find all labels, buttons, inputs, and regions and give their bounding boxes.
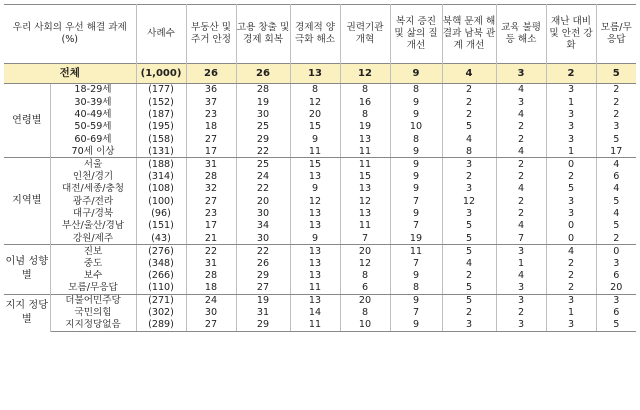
total-value: 5 [596,64,636,84]
row-value: 12 [290,195,340,207]
row-value: 36 [186,84,236,96]
col-header-housing: 부동산 및 주거 안정 [186,5,236,64]
row-label: 50-59세 [74,121,112,133]
table-row [4,307,636,319]
row-value: 37 [186,96,236,108]
row-value: 2 [442,96,496,108]
row-value: 10 [340,319,390,331]
row-value: 11 [290,319,340,331]
row-value: 1 [546,96,596,108]
row-cases: (100) [136,195,186,207]
total-value: 13 [290,64,340,84]
row-value: 2 [442,307,496,319]
row-value: 27 [186,319,236,331]
row-value: 4 [496,108,546,120]
row-value: 3 [496,96,546,108]
row-cases: (152) [136,96,186,108]
row-value: 8 [290,84,340,96]
row-cases: (158) [136,133,186,145]
row-value: 2 [546,269,596,281]
row-value: 30 [236,232,290,244]
row-value: 29 [236,133,290,145]
row-label: 30-39세 [74,96,112,108]
row-value: 27 [236,282,290,294]
row-value: 15 [340,170,390,182]
row-value: 2 [496,195,546,207]
row-value: 27 [186,195,236,207]
row-value: 3 [596,121,636,133]
row-value: 9 [390,158,442,170]
row-value: 30 [236,207,290,219]
row-value: 4 [496,84,546,96]
table-row [4,232,636,244]
row-value: 13 [290,294,340,306]
row-value: 24 [186,294,236,306]
row-value: 13 [340,133,390,145]
row-value: 9 [290,232,340,244]
row-value: 7 [390,195,442,207]
row-cases: (271) [136,294,186,306]
row-value: 3 [546,207,596,219]
total-value: 12 [340,64,390,84]
table-row [4,158,636,170]
row-value: 12 [442,195,496,207]
table-row [4,183,636,195]
row-label: 대전/세종/충청 [61,183,125,195]
row-value: 3 [442,158,496,170]
row-label: 국민의힘 [74,307,112,319]
row-value: 3 [496,245,546,257]
row-value: 20 [290,108,340,120]
row-label: 부산/울산/경남 [61,220,125,232]
cases-header: 사례수 [136,5,186,64]
col-header-north-korea: 북핵 문제 해결과 남북 관계 개선 [442,5,496,64]
col-header-dont-know: 모름/무응답 [596,5,636,64]
row-value: 2 [596,96,636,108]
row-cases: (187) [136,108,186,120]
row-cases: (151) [136,220,186,232]
group-label: 연령별 [4,84,50,158]
row-value: 5 [546,183,596,195]
row-value: 20 [596,282,636,294]
total-value: 3 [496,64,546,84]
row-value: 2 [546,170,596,182]
row-value: 4 [546,245,596,257]
row-value: 23 [186,207,236,219]
row-value: 15 [290,158,340,170]
row-value: 9 [390,207,442,219]
row-value: 2 [546,257,596,269]
row-value: 8 [442,145,496,157]
row-label: 18-29세 [50,84,136,96]
row-value: 0 [546,232,596,244]
table-row [4,319,636,331]
row-value: 20 [236,195,290,207]
row-value: 9 [390,269,442,281]
table-row [4,294,636,306]
row-value: 9 [390,294,442,306]
row-value: 2 [596,232,636,244]
row-value: 7 [390,307,442,319]
row-value: 7 [390,257,442,269]
row-value: 2 [546,282,596,294]
table-row [4,220,636,232]
row-value: 12 [340,257,390,269]
row-value: 13 [340,183,390,195]
row-value: 25 [236,158,290,170]
row-value: 2 [596,84,636,96]
row-cases: (289) [136,319,186,331]
row-value: 4 [496,145,546,157]
table-row [4,195,636,207]
row-value: 3 [496,282,546,294]
row-cases: (314) [136,170,186,182]
survey-results-table [4,4,636,332]
row-value: 3 [596,294,636,306]
table-row [4,269,636,281]
row-value: 19 [236,294,290,306]
row-value: 5 [596,319,636,331]
col-header-inequality: 경제적 양극화 해소 [290,5,340,64]
row-cases: (348) [136,257,186,269]
row-value: 8 [340,269,390,281]
row-value: 31 [186,158,236,170]
row-value: 8 [390,133,442,145]
row-label: 지지정당없음 [50,319,136,331]
row-value: 4 [596,183,636,195]
row-value: 9 [290,133,340,145]
row-label: 강원/제주 [50,232,136,244]
row-cases: (131) [136,145,186,157]
total-value: 9 [390,64,442,84]
row-label: 중도 [83,257,103,269]
row-value: 18 [186,121,236,133]
row-value: 0 [546,220,596,232]
row-value: 2 [496,121,546,133]
total-label: 전체 [4,64,136,84]
row-value: 17 [596,145,636,157]
row-value: 8 [340,84,390,96]
row-value: 28 [236,84,290,96]
row-value: 13 [340,207,390,219]
row-value: 5 [442,121,496,133]
row-value: 3 [546,294,596,306]
col-header-welfare: 복지 증진 및 삶의 질 개선 [390,5,442,64]
row-value: 30 [186,307,236,319]
row-value: 10 [390,121,442,133]
row-value: 3 [546,319,596,331]
row-value: 4 [442,133,496,145]
row-value: 26 [236,257,290,269]
row-value: 2 [442,269,496,281]
row-value: 2 [442,84,496,96]
row-value: 6 [596,269,636,281]
col-header-education: 교육 불평등 해소 [496,5,546,64]
group-label: 지지 정당별 [4,294,50,331]
row-value: 2 [496,133,546,145]
row-value: 3 [442,183,496,195]
row-value: 2 [496,170,546,182]
row-value: 13 [290,207,340,219]
row-value: 5 [596,220,636,232]
row-label: 광주/전라 [72,195,114,207]
row-value: 28 [186,269,236,281]
row-value: 3 [442,319,496,331]
row-value: 1 [546,307,596,319]
row-value: 17 [186,220,236,232]
row-label: 진보 [50,245,136,257]
table-row [4,108,636,120]
table-row [4,84,636,96]
row-value: 3 [442,207,496,219]
total-value: 26 [186,64,236,84]
row-value: 11 [340,145,390,157]
table-row [4,282,636,294]
row-label: 인천/경기 [72,170,114,182]
group-label: 지역별 [4,158,50,245]
row-value: 22 [236,145,290,157]
total-value: 26 [236,64,290,84]
row-value: 7 [390,220,442,232]
row-cases: (302) [136,307,186,319]
row-cases: (195) [136,121,186,133]
row-value: 7 [340,232,390,244]
row-label: 보수 [83,270,103,282]
row-value: 4 [442,257,496,269]
row-value: 15 [290,121,340,133]
row-value: 3 [496,294,546,306]
row-value: 11 [290,282,340,294]
table-row [4,133,636,145]
row-value: 22 [236,183,290,195]
row-value: 3 [546,195,596,207]
row-value: 8 [340,307,390,319]
row-value: 19 [236,96,290,108]
col-header-employment: 고용 창출 및 경제 회복 [236,5,290,64]
row-label: 더불어민주당 [50,294,136,306]
row-value: 3 [546,108,596,120]
row-value: 4 [596,158,636,170]
group-label: 이념 성향별 [4,245,50,295]
row-value: 25 [236,121,290,133]
row-cases: (188) [136,158,186,170]
row-label: 서울 [50,158,136,170]
row-value: 2 [496,158,546,170]
row-value: 3 [546,133,596,145]
row-value: 11 [390,245,442,257]
row-value: 32 [186,183,236,195]
row-value: 23 [186,108,236,120]
row-value: 5 [442,220,496,232]
table-row [4,245,636,257]
table-row [4,207,636,219]
total-cases: (1,000) [136,64,186,84]
total-row [4,64,636,84]
row-value: 4 [496,269,546,281]
row-value: 3 [596,257,636,269]
row-value: 11 [340,220,390,232]
row-value: 13 [290,170,340,182]
row-value: 29 [236,319,290,331]
col-header-safety: 재난 대비 및 안전 강화 [546,5,596,64]
row-value: 6 [596,307,636,319]
row-label: 60-69세 [74,133,112,145]
row-value: 13 [290,257,340,269]
row-value: 9 [290,183,340,195]
row-label: 40-49세 [74,108,112,120]
row-cases: (276) [136,245,186,257]
row-value: 4 [496,183,546,195]
row-value: 20 [340,245,390,257]
row-value: 17 [186,145,236,157]
row-value: 1 [546,145,596,157]
row-value: 12 [340,195,390,207]
row-value: 4 [596,207,636,219]
table-row [4,96,636,108]
row-label: 대구/경북 [72,208,114,220]
row-value: 30 [236,108,290,120]
table-row [4,170,636,182]
row-value: 2 [496,207,546,219]
row-value: 8 [340,108,390,120]
row-value: 9 [390,170,442,182]
table-row [4,121,636,133]
row-value: 7 [496,232,546,244]
row-value: 22 [236,245,290,257]
row-cases: (177) [136,84,186,96]
row-value: 31 [236,307,290,319]
row-value: 29 [236,269,290,281]
row-value: 13 [290,245,340,257]
row-value: 16 [340,96,390,108]
row-value: 11 [340,158,390,170]
row-value: 28 [186,170,236,182]
row-value: 3 [546,84,596,96]
row-value: 11 [290,145,340,157]
row-value: 5 [442,282,496,294]
row-value: 9 [390,108,442,120]
row-value: 2 [496,307,546,319]
total-value: 2 [546,64,596,84]
row-value: 19 [390,232,442,244]
table-row [4,257,636,269]
col-header-power-reform: 권력기관 개혁 [340,5,390,64]
row-value: 8 [390,84,442,96]
row-value: 0 [596,245,636,257]
row-value: 19 [340,121,390,133]
row-value: 13 [290,220,340,232]
row-label: 70세 이상 [50,145,136,157]
row-value: 13 [290,269,340,281]
row-value: 6 [596,170,636,182]
row-value: 22 [186,245,236,257]
row-value: 12 [290,96,340,108]
row-value: 8 [390,282,442,294]
row-value: 4 [496,220,546,232]
total-value: 4 [442,64,496,84]
row-value: 2 [442,108,496,120]
row-value: 18 [186,282,236,294]
row-value: 27 [186,133,236,145]
row-value: 5 [442,245,496,257]
row-value: 2 [442,170,496,182]
row-value: 5 [596,195,636,207]
row-value: 9 [390,183,442,195]
row-value: 9 [390,145,442,157]
question-header: 우리 사회의 우선 해결 과제 (%) [12,22,127,45]
row-value: 0 [546,158,596,170]
row-value: 3 [496,319,546,331]
row-cases: (266) [136,269,186,281]
row-value: 31 [186,257,236,269]
row-value: 9 [390,319,442,331]
row-value: 34 [236,220,290,232]
row-cases: (108) [136,183,186,195]
row-value: 5 [442,294,496,306]
row-value: 1 [496,257,546,269]
row-value: 9 [390,96,442,108]
row-value: 21 [186,232,236,244]
row-value: 3 [546,121,596,133]
row-value: 24 [236,170,290,182]
row-cases: (110) [136,282,186,294]
row-cases: (43) [136,232,186,244]
row-label: 모름/무응답 [50,282,136,294]
row-value: 6 [340,282,390,294]
table-row [4,145,636,157]
row-value: 14 [290,307,340,319]
row-value: 5 [596,133,636,145]
row-value: 2 [596,108,636,120]
row-value: 5 [442,232,496,244]
row-value: 20 [340,294,390,306]
row-cases: (96) [136,207,186,219]
